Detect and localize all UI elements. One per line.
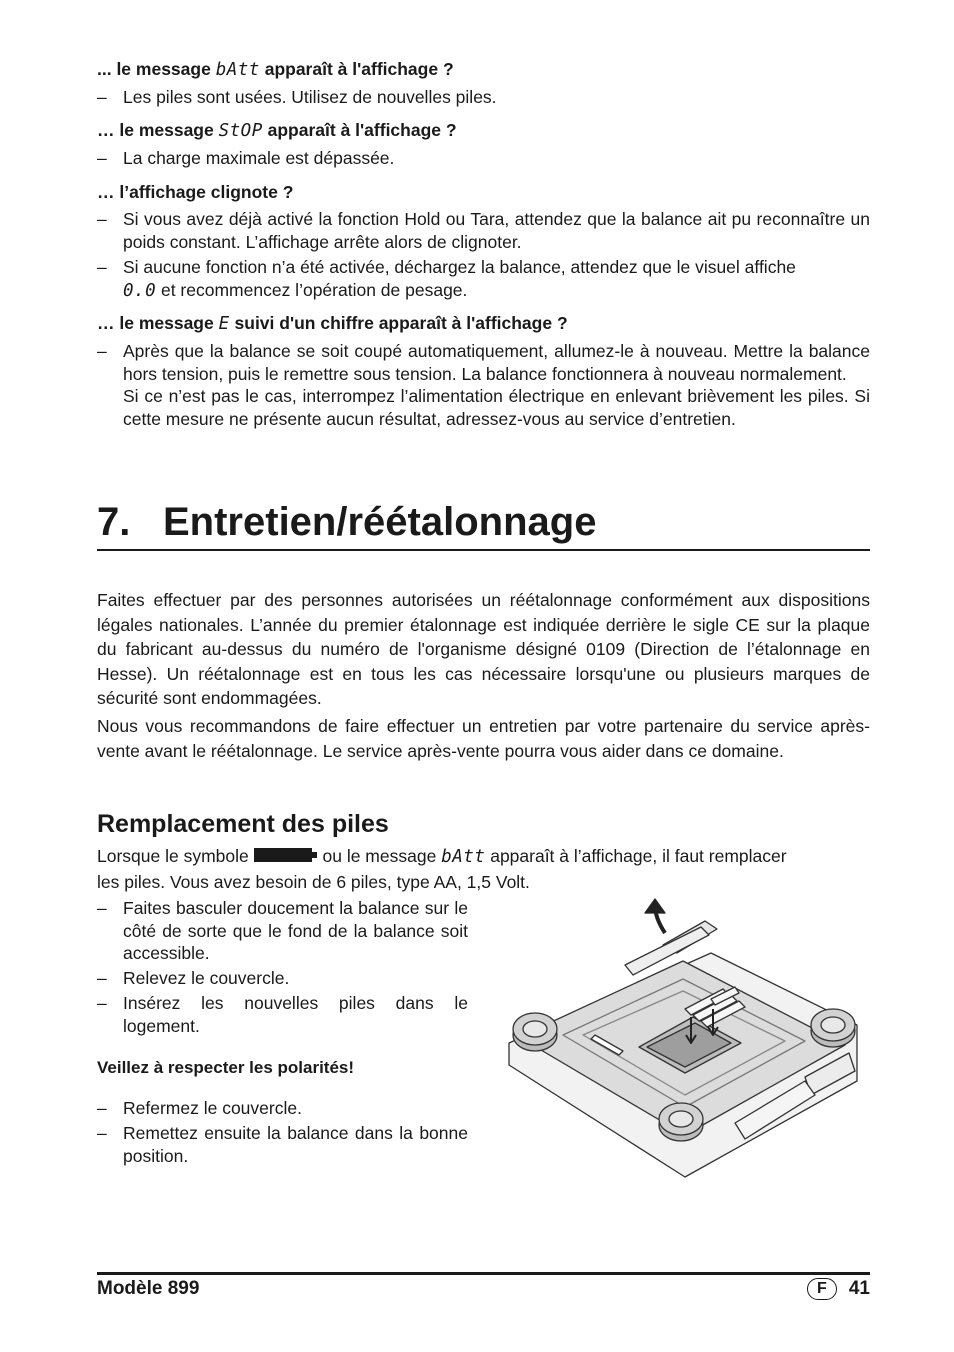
page-footer (97, 1278, 870, 1300)
answer-item (97, 340, 870, 430)
question-error (97, 312, 568, 335)
answer-text: Les piles sont usées. Utilisez de nouvelles piles. (123, 87, 497, 107)
question-stop (97, 119, 457, 142)
section-number: 7. (97, 500, 131, 544)
lcd-code: 0.0 (123, 280, 157, 301)
step-item (97, 1097, 468, 1120)
question-text: apparaît à l'affichage ? (262, 120, 457, 140)
intro-text: Lorsque le symbole (97, 846, 254, 866)
question-text: apparaît à l'affichage ? (259, 59, 454, 79)
paragraph-recalibration: Faites effectuer par des personnes autorisées un réétalonnage conformément aux dispositions légales nationales. L’année du premier étalonnage est indiquée derrière le sigle CE sur la plaque du fabricant au-dessus du numéro de l'organisme désigné 0109 (Direction de l’étalonnage en Hesse). Un réétalonnage est en tous les cas nécessaire lorsqu'une ou plusieurs marques de sécurité sont endommagées. (97, 590, 870, 709)
step-text: Relevez le couvercle. (123, 968, 290, 988)
dash-bullet: – (97, 148, 107, 168)
answer-line: et recommencez l’opération de pesage. (156, 279, 468, 300)
paragraph-service: Nous vous recommandons de faire effectuer un entretien par votre partenaire du service après-vente avant le réétalonnage. Le service après-vente pourra vous aider dans ce domaine. (97, 716, 870, 761)
heading-rule (97, 549, 870, 551)
question-text: … le message (97, 120, 219, 140)
section-title: Entretien/réétalonnage (163, 500, 597, 544)
battery-intro (97, 844, 870, 895)
dash-bullet: – (97, 87, 107, 107)
page-number: 41 (848, 1278, 870, 1299)
answer-text: La charge maximale est dépassée. (123, 148, 395, 168)
answer-text: Si vous avez déjà activé la fonction Hold ou Tara, attendez que la balance ait pu reconnaître un poids constant. L’affichage arrête alors de clignoter. (123, 209, 870, 252)
subsection-heading: Remplacement des piles (97, 810, 389, 838)
footer-rule (97, 1272, 870, 1275)
question-text: … le message (97, 313, 219, 333)
step-item (97, 967, 468, 990)
step-text: Insérez les nouvelles piles dans le logement. (123, 993, 468, 1036)
step-text: Refermez le couvercle. (123, 1098, 302, 1118)
answer-item (97, 208, 870, 253)
lcd-code: bAtt (215, 60, 260, 80)
answer-text (123, 256, 870, 302)
battery-symbol-icon (254, 845, 318, 870)
dash-bullet: – (97, 209, 107, 229)
question-blinking: … l’affichage clignote ? (97, 182, 294, 202)
dash-bullet: – (97, 257, 107, 277)
dash-bullet: – (97, 1098, 107, 1118)
question-text: ... le message (97, 59, 216, 79)
lcd-code: E (218, 314, 230, 334)
question-text: suivi d'un chiffre apparaît à l'affichage ? (229, 313, 568, 333)
dash-bullet: – (97, 898, 107, 918)
dash-bullet: – (97, 341, 107, 361)
dash-bullet: – (97, 968, 107, 988)
scale-battery-illustration (505, 895, 863, 1180)
step-item (97, 897, 468, 965)
language-badge: F (807, 1278, 837, 1300)
lcd-code: bAtt (441, 847, 486, 867)
polarity-warning: Veillez à respecter les polarités! (97, 1058, 355, 1077)
lcd-code: StOP (218, 121, 263, 141)
section-heading (97, 496, 596, 548)
step-item (97, 992, 468, 1037)
step-text: Remettez ensuite la balance dans la bonne position. (123, 1123, 468, 1166)
intro-text: ou le message (322, 846, 442, 866)
dash-bullet: – (97, 1123, 107, 1143)
dash-bullet: – (97, 993, 107, 1013)
answer-item (97, 86, 870, 109)
page-number-area (807, 1278, 870, 1300)
model-name: Modèle 899 (97, 1278, 200, 1299)
answer-line: Si aucune fonction n’a été activée, déchargez la balance, attendez que le visuel affiche (123, 257, 796, 277)
step-item (97, 1122, 468, 1167)
intro-text: les piles. Vous avez besoin de 6 piles, type AA, 1,5 Volt. (97, 872, 530, 892)
question-batt (97, 58, 454, 81)
answer-item (97, 256, 870, 302)
step-text: Faites basculer doucement la balance sur le côté de sorte que le fond de la balance soit accessible. (123, 898, 468, 964)
answer-text: Si ce n’est pas le cas, interrompez l’alimentation électrique en enlevant brièvement les piles. Si cette mesure ne présente aucun résultat, adressez-vous au service d’entretien. (123, 386, 870, 429)
answer-item (97, 147, 870, 170)
intro-text: apparaît à l’affichage, il faut remplacer (485, 846, 787, 866)
answer-text: Après que la balance se soit coupé automatiquement, allumez-le à nouveau. Mettre la balance hors tension, puis le remettre sous tension. La balance fonctionnera à nouveau normalement. (123, 341, 870, 384)
